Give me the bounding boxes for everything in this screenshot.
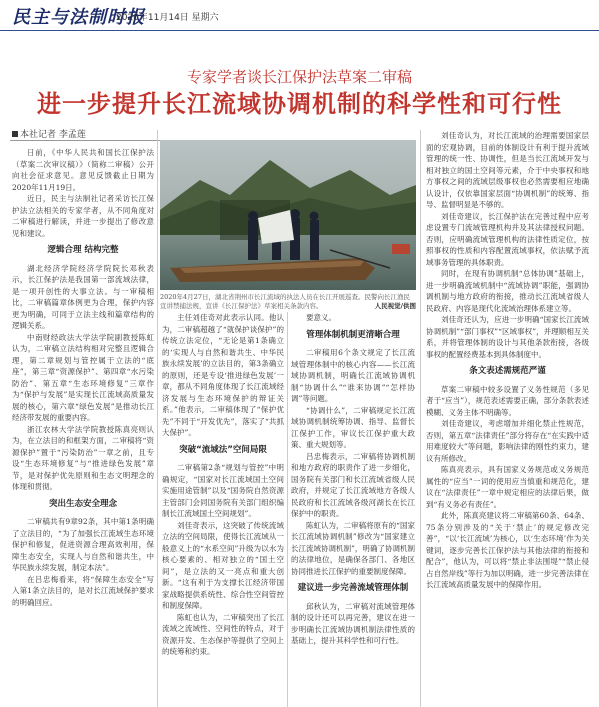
- paragraph: 中南财经政法大学法学院副教授陈虹认为，二审稿立法结构相对完整且逻辑合理，第二章规划与管控属于立法的“底座”，第三章“资源保护”、第四章“水污染防治”、第五章“生态环境修复”三章作为“保护与发展”是实现长江流域高质量发展的核心，第六章“绿色发展”是推动长江经济带发展的重要内容。: [12, 332, 154, 422]
- paragraph: 湖北经济学院经济学院院长邓秋表示，长江保护法是我国第一部流域法律，是一项开创性的大事立法。与一审稿相比，二审稿篇章体例更为合理，保护内容更为明确，可同于立法主线和篇章结构的逻辑关系。: [12, 263, 154, 330]
- column-divider: [157, 130, 158, 707]
- paragraph: 近日，民主与法制社记者采访长江保护法立法相关的专家学者，从不同角度对二审稿进行解读，并进一步提出了修改意见和建议。: [12, 194, 154, 238]
- article-column-1: [12, 147, 154, 707]
- article-subtitle: 专家学者谈长江保护法草案二审稿: [186, 68, 412, 86]
- paragraph: 要意义。: [306, 313, 336, 322]
- section-heading: 建议进一步完善流域管理体制: [297, 583, 409, 593]
- paragraph: 在吕忠梅看来，将“保障生态安全”写入第1条立法目的，是对长江流域保护要求的明确回应。: [12, 574, 154, 607]
- photo-credit: 人民视觉/供图: [374, 302, 416, 310]
- section-heading: 突破“流域法”空间局限: [179, 444, 267, 455]
- paragraph: 陈虹也认为，二审稿突出了长江流域之流域性、空间性的特点，对于资源开发、生态保护等提供了空间上的统筹和约束。: [162, 612, 284, 656]
- news-photo: [160, 140, 416, 290]
- article-headline: 进一步提升长江流域协调机制的科学性和可行性: [37, 89, 562, 118]
- byline-text: 本社记者 李孟莲: [20, 130, 86, 140]
- paragraph: 草案二审稿中较多设置了义务性规范（多见者于“应当”），规范表述需要正确，部分条款表述模糊、义务主体不明确等。: [426, 384, 589, 417]
- byline-bullet-icon: [12, 131, 18, 137]
- section-heading: 管理体制机制更清晰合理: [306, 329, 400, 340]
- paragraph: 刘佳奇建议，长江保护法在完善过程中应考虑设置专门流域管理机构并及其法律授权问题。否则，应明确流域管理机构的法律性质定位，按照事权的性质和内容配置流域事权，依法赋予流域事务管理的具体职责。: [426, 211, 589, 267]
- column-divider: [287, 312, 288, 707]
- byline: [12, 127, 86, 140]
- paragraph: 二审稿第2条“规划与管控”中明确规定，“国家对长江流域国土空间实施用途管制”以及“国务院自然资源主管部门会同国务院有关部门组织编制长江流域国土空间规划”。: [162, 463, 284, 518]
- article-column-2: [162, 312, 284, 707]
- paragraph: 邱秋认为，二审稿对流域管理体制的设计还可以再完善，建议在进一步明确长江流域协调机制法律性质的基础上，提升其科学性和可行性。: [291, 601, 415, 645]
- section-heading: 条文表述需规范严谨: [469, 366, 546, 376]
- paragraph: 主任刘佳奇对此表示认同。他认为，二审稿超越了“就保护谈保护”的传统立法定位，“无论是第1条确立的‘实现人与自然和谐共生、中华民族永续发展’的立法目的，第3条确立的原则，还是专设‘推进绿色发展’一章，都从不同角度体现了长江流域经济发展与生态环境保护的辩证关系。”他表示，二审稿体现了“保护优先”不同于“开发优先”，落实了“共抓大保护”。: [162, 313, 284, 437]
- article-column-3: [291, 312, 415, 707]
- paragraph: 刘佳奇表示，这突破了传统流域立法的空间局限，使得长江流域从一般意义上的“水系空间”升级为以水为核心要素的、相对独立的“国土空间”，是立法的又一亮点和重大创新。“这有利于为支撑长江经济带国家战略提供系统性、综合性空间管控和制度保障。: [162, 520, 284, 610]
- paragraph: 日前，《中华人民共和国长江保护法（草案二次审议稿）》（简称二审稿）公开向社会征求意见。意见反馈截止日期为2020年11月19日。: [12, 148, 154, 192]
- paragraph: 浙江农林大学法学院教授陈真亮则认为，在立法目的和框架方面，二审稿将“资源保护”置于“污染防治”一章之前，且专设“生态环境修复”与“推进绿色发展”章节，是对保护优先原则和生态文明理念的体现和贯彻。: [12, 424, 154, 491]
- masthead-title: 民主与法制时报: [12, 7, 145, 28]
- paragraph: 此外，陈真亮建议将二审稿第60条、64条、75条分别涉及的“关于‘禁止’的规定修改完善”，“以‘长江流域’为核心，以‘生态环境’作为关键词，逐步完善长江保护法与其他法律的衔接和配合”，他认为，可以将“禁止非法围堤”“禁止侵占自然岸线”等行为加以明确，进一步完善法律在长江流域高质量发展中的保障作用。: [426, 511, 589, 589]
- masthead-date: 2020年11月14日 星期六: [116, 13, 219, 23]
- section-heading: 逻辑合理 结构完整: [47, 245, 119, 255]
- paragraph: 同时，在现有协调机制“总体协调”基础上，进一步明确流域机制中“流域协调”职能，强调协调机制与地方政府的衔接，推动长江流域省级人民政府、内容是现代化流域治理体系建立等。: [426, 269, 589, 313]
- paragraph: 二审稿用6个条文规定了长江流域管理体制中的核心内容——长江流域协调机制，明确长江流域协调机制“协调什么”“谁来协调”“怎样协调”等问题。: [291, 348, 415, 403]
- article-column-4: [426, 130, 589, 707]
- paragraph: 刘佳奇建议，考虑增加并细化禁止性规范，否则，第五章“法律责任”部分将存在“在实践中适用难度较大”等问题，影响法律的刚性约束力，建议有所修改。: [426, 419, 589, 463]
- paragraph: 陈真亮表示，具有国家义务规范或义务规范属性的“应当”一词的使用应当慎重和规范化，建议在“法律责任”一章中规定相应的法律后果，做到“有义务必有责任”。: [426, 465, 589, 509]
- section-heading: 突出生态安全理念: [48, 498, 117, 509]
- paragraph: 二审稿共有9章92条，其中第1条明确了立法目的，“为了加强长江流域生态环境保护和修复，促进资源合理高效利用，保障生态安全，实现人与自然和谐共生，中华民族永续发展，制定本法”。: [12, 517, 154, 572]
- riverbank-photo-image: [160, 140, 416, 290]
- paragraph: 刘佳奇认为，对长江流域的治理需要国家层面的宏观协调，目前的体制设计有利于提升流域管理的统一性、协调性，但是当长江流域开发与相对独立的国土空间等元素，介于中央事权和地方事权之间的流域层级事权也必然需要相应地确认设计，仅依靠国家层面“协调机制”的统筹、指导、监督明显是不够的。: [426, 131, 589, 209]
- paragraph: 刘佳奇还认为，应进一步明确“国家长江流域协调机制”“部门事权”“区域事权”，并理顺相互关系，并将管理体制的设计与其他条款衔接，各级事权的配置经费基本到具体制度中。: [426, 315, 589, 359]
- column-divider: [420, 130, 421, 707]
- paragraph: 陈虹认为，二审稿将原有的“国家长江流域协调机制”修改为“国家建立长江流域协调机制”，明确了协调机制的法律地位，是确保各部门、各地区协同推进长江保护的重要制度保障。: [291, 520, 415, 576]
- photo-caption: [160, 293, 416, 311]
- paragraph: 吕忠梅表示，二审稿将协调机制和地方政府的职责作了进一步细化，国务院有关部门和长江流域省级人民政府，并规定了长江流域地方各级人民政府和长江流域各级河湖长在长江保护中的职责。: [291, 451, 415, 518]
- photo-caption-text: 2020年4月27日，湖北省荆州市长江流域的执法人员在长江开展巡查。民警向长江渔民宣讲禁捕法规，宣讲《长江保护法》草案相关条款内容。: [160, 293, 410, 310]
- masthead: [0, 0, 599, 31]
- paragraph: “协调什么”，二审稿规定长江流域协调机制统筹协调、指导、监督长江保护工作，审议长江保护重大政策、重大规划等。: [291, 405, 415, 449]
